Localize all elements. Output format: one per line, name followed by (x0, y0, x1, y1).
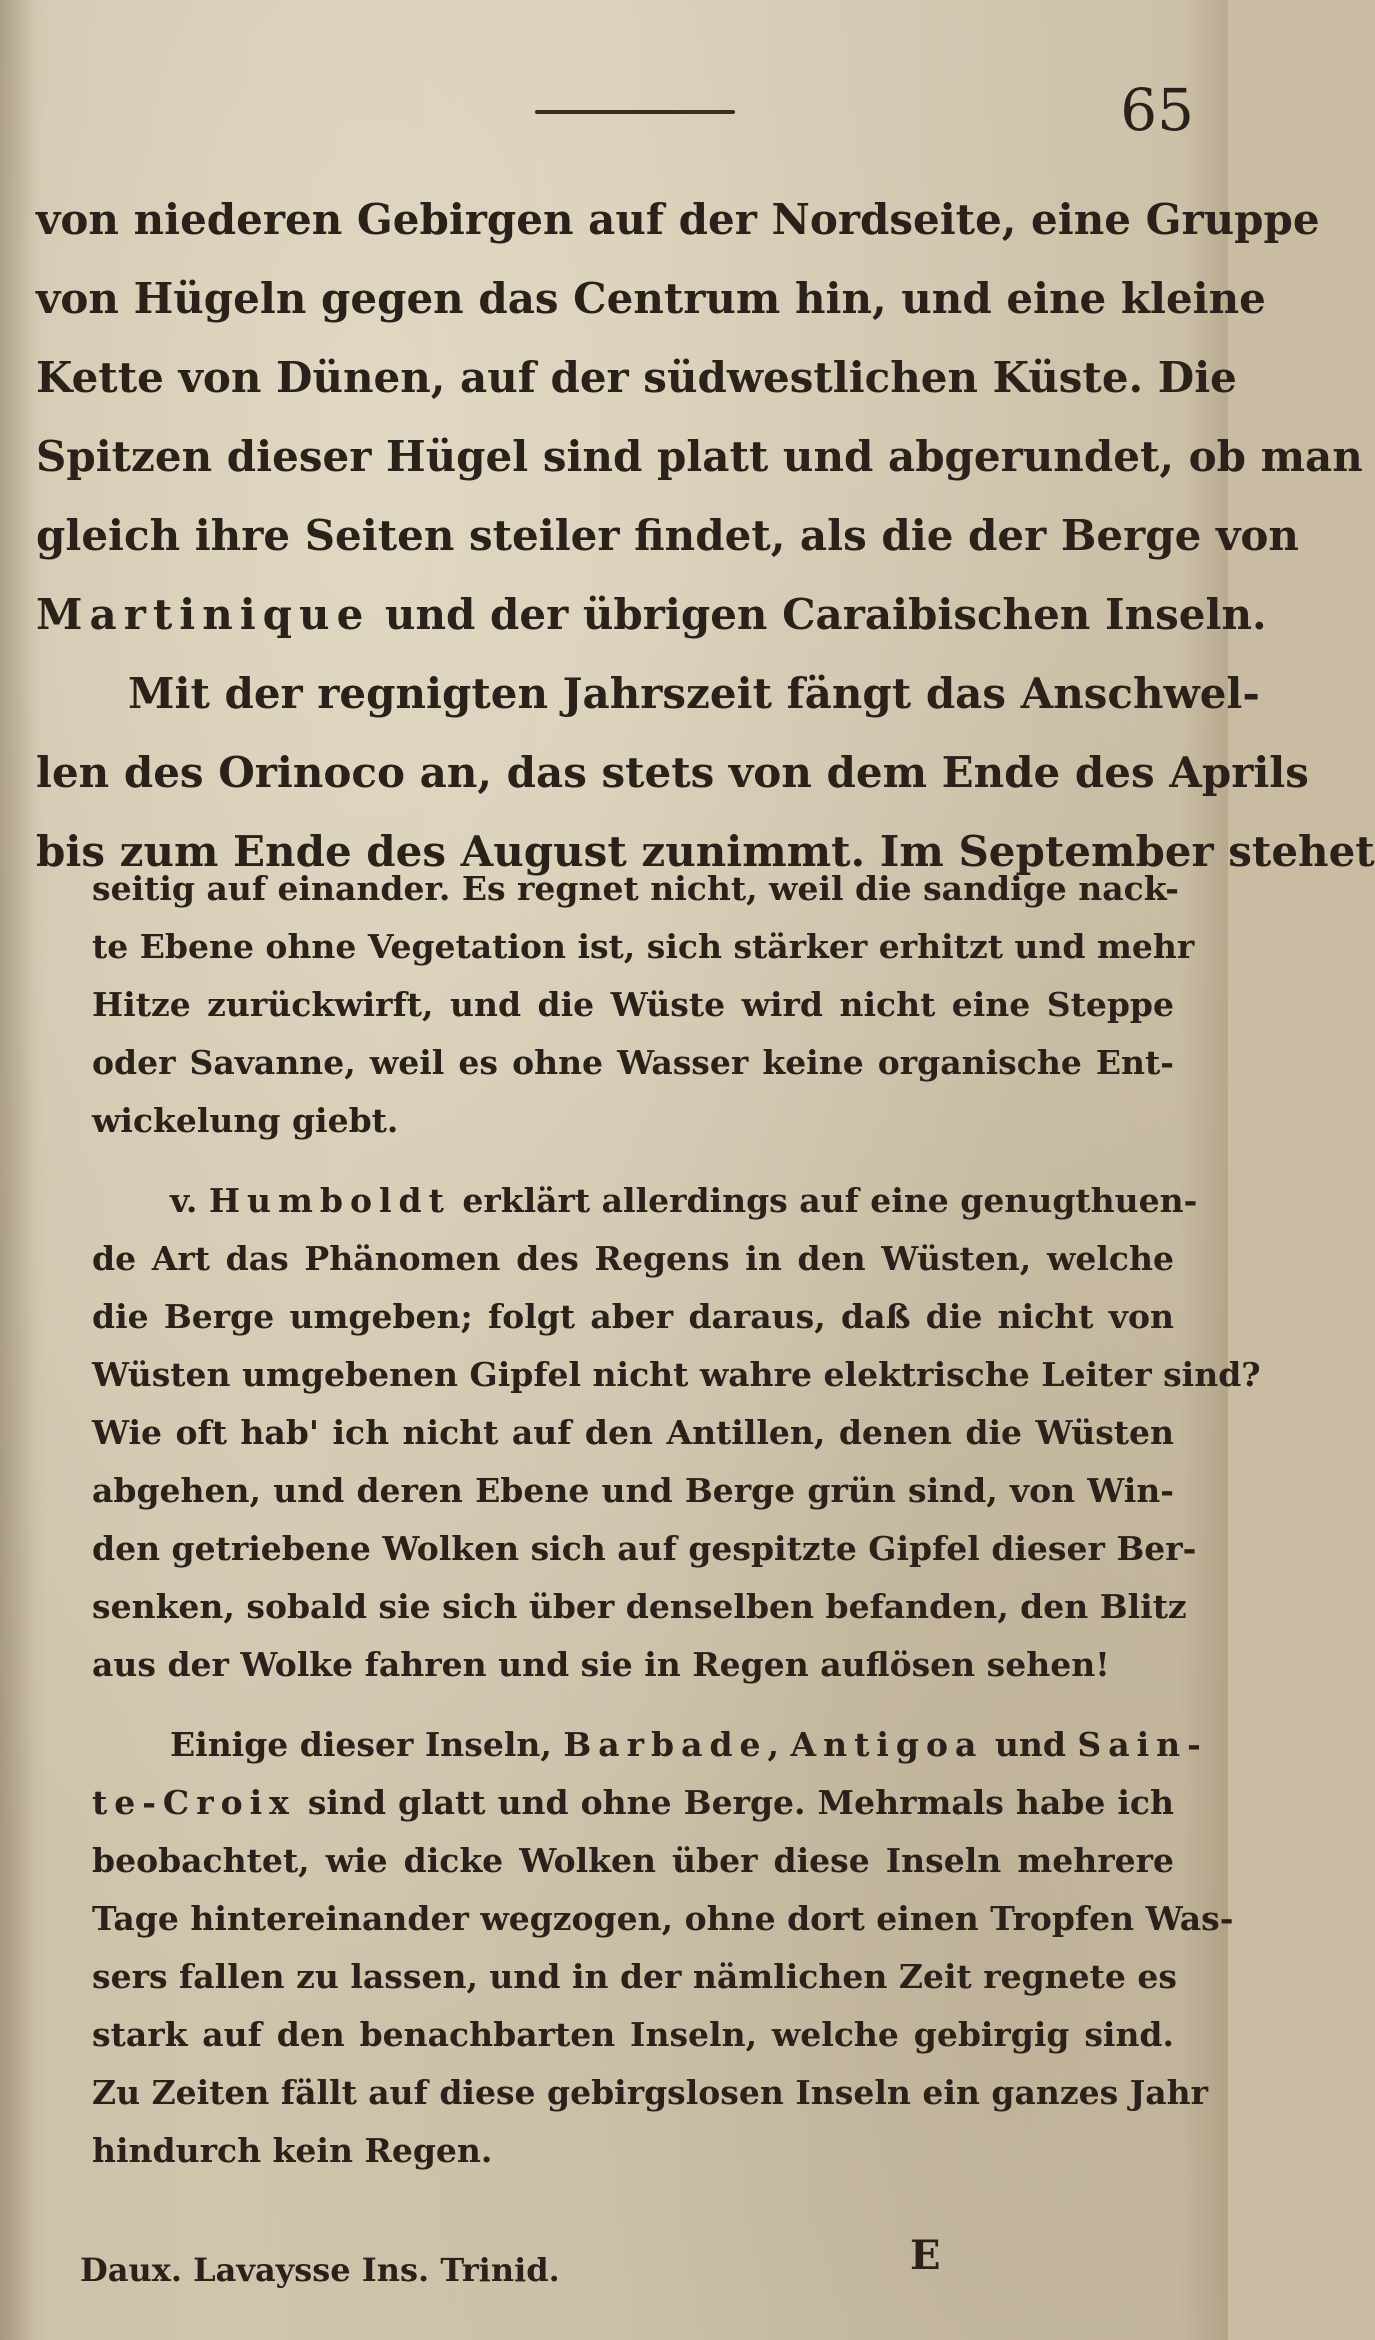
text-line (36, 575, 1267, 654)
spaced-name: Martinique (36, 590, 371, 639)
footnote-line (92, 1172, 1198, 1230)
text-segment: v. (170, 1181, 209, 1220)
text-line: Mit der regnigten Jahrszeit fängt das Anschwel- (128, 669, 1260, 718)
footnote-line: Hitze zurückwirft, und die Wüste wird nicht eine Steppe (92, 985, 1174, 1024)
page-number: 65 (1120, 76, 1194, 144)
footnote-line: oder Savanne, weil es ohne Wasser keine organische Ent- (92, 1043, 1174, 1082)
spaced-name: Antigoa (790, 1725, 984, 1764)
footnote-line: aus der Wolke fahren und sie in Regen auflösen sehen! (92, 1645, 1110, 1684)
footnote-line: die Berge umgeben; folgt aber daraus, daß die nicht von (92, 1297, 1174, 1336)
footnote-line (92, 1716, 1208, 1774)
footnote-line: Wie oft hab' ich nicht auf den Antillen, denen die Wüsten (92, 1413, 1174, 1452)
footnote-text (92, 860, 1261, 2180)
text-line: von niederen Gebirgen auf der Nordseite, eine Gruppe (36, 195, 1320, 244)
catchword: E (910, 2232, 941, 2279)
footnote-line: de Art das Phänomen des Regens in den Wüsten, welche (92, 1239, 1174, 1278)
footnote-line: den getriebene Wolken sich auf gespitzte Gipfel dieser Ber- (92, 1529, 1197, 1568)
spaced-name: Sain- (1077, 1725, 1208, 1764)
text-segment: , (767, 1725, 791, 1764)
footnote-line: te Ebene ohne Vegetation ist, sich stärker erhitzt und mehr (92, 927, 1195, 966)
page-shadow (0, 0, 36, 2340)
text-segment: erklärt allerdings auf eine genugthuen- (450, 1181, 1198, 1220)
footnote-line: Zu Zeiten fällt auf diese gebirgslosen Inseln ein ganzes Jahr (92, 2073, 1209, 2112)
footnote-line: seitig auf einander. Es regnet nicht, weil die sandige nack- (92, 869, 1179, 908)
footnote-line: Tage hintereinander wegzogen, ohne dort einen Tropfen Was- (92, 1899, 1234, 1938)
footnote-line (92, 1774, 1174, 1832)
spaced-name: Barbade (563, 1725, 768, 1764)
paragraph-gap (92, 1150, 1174, 1172)
footnote-line: abgehen, und deren Ebene und Berge grün sind, von Win- (92, 1471, 1174, 1510)
spaced-name: te-Croix (92, 1783, 296, 1822)
text-line: len des Orinoco an, das stets von dem Ende des Aprils (36, 748, 1309, 797)
text-segment: sind glatt und ohne Berge. Mehrmals habe ich (295, 1783, 1174, 1822)
text-line: Spitzen dieser Hügel sind platt und abgerundet, ob man (36, 432, 1363, 481)
text-segment: Einige dieser Inseln, (170, 1725, 564, 1764)
paragraph-gap (92, 1694, 1174, 1716)
footnote-line: hindurch kein Regen. (92, 2131, 493, 2170)
spaced-name: Humboldt (208, 1181, 451, 1220)
footnote-line: stark auf den benachbarten Inseln, welche gebirgig sind. (92, 2015, 1174, 2054)
main-text (36, 180, 1375, 891)
footnote-line: sers fallen zu lassen, und in der nämlichen Zeit regnete es (92, 1957, 1177, 1996)
footnote-line: beobachtet, wie dicke Wolken über diese Inseln mehrere (92, 1841, 1174, 1880)
header-rule (535, 110, 735, 114)
text-line: Kette von Dünen, auf der südwestlichen Küste. Die (36, 353, 1237, 402)
text-segment: und (983, 1725, 1078, 1764)
footnote-line: wickelung giebt. (92, 1101, 399, 1140)
footnote-line: senken, sobald sie sich über denselben befanden, den Blitz (92, 1587, 1187, 1626)
text-line: gleich ihre Seiten steiler findet, als die der Berge von (36, 511, 1299, 560)
text-line: bis zum Ende des August zunimmt. Im September stehet (36, 827, 1375, 876)
footnote-line: Wüsten umgebenen Gipfel nicht wahre elektrische Leiter sind? (92, 1355, 1261, 1394)
text-line: von Hügeln gegen das Centrum hin, und eine kleine (36, 274, 1266, 323)
text-segment: und der übrigen Caraibischen Inseln. (370, 590, 1267, 639)
footnote-source: Daux. Lavaysse Ins. Trinid. (80, 2251, 560, 2289)
